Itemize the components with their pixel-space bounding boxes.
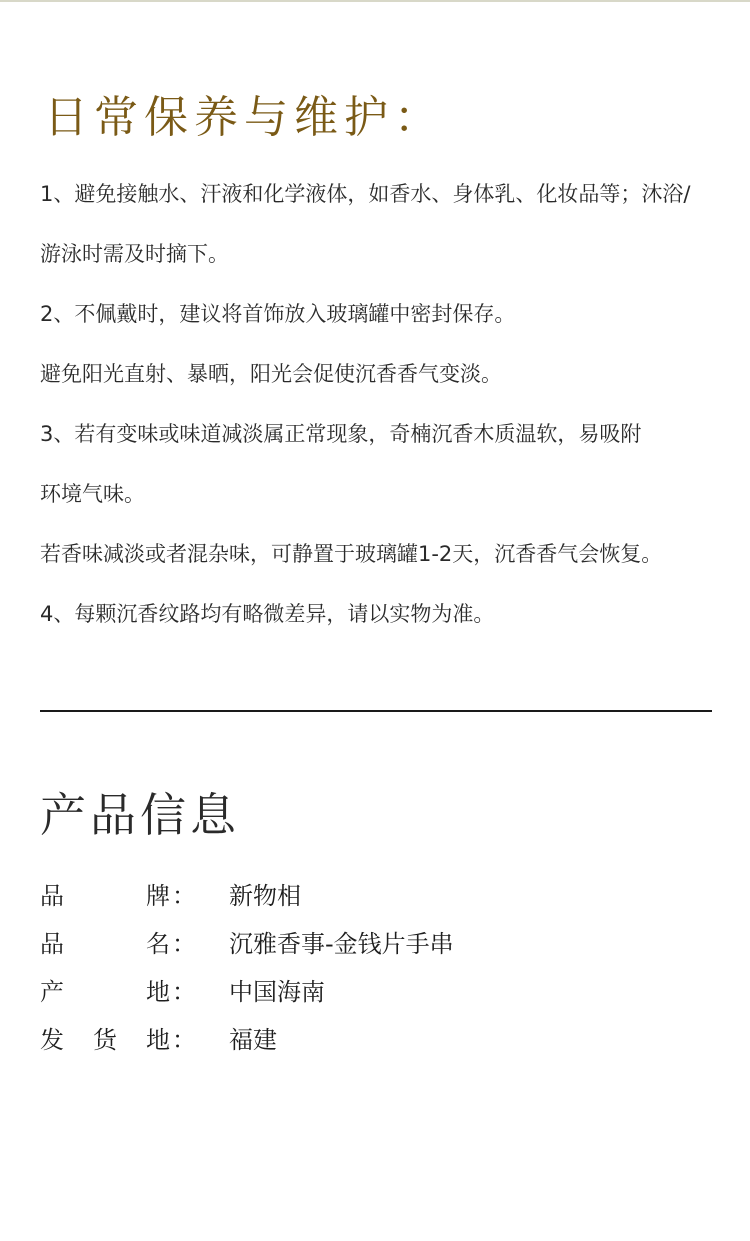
- info-value-origin: 中国海南: [229, 978, 325, 1006]
- care-line-1: 1、避免接触水、汗液和化学液体，如香水、身体乳、化妆品等；沐浴/: [40, 182, 691, 206]
- care-instructions: [40, 164, 730, 644]
- info-colon: ：: [172, 978, 196, 1006]
- care-line-8: 4、每颗沉香纹路均有略微差异，请以实物为准。: [40, 602, 495, 626]
- care-line-7: 若香味减淡或者混杂味，可静置于玻璃罐1-2天，沉香香气会恢复。: [40, 542, 663, 566]
- info-colon: ：: [172, 1026, 196, 1054]
- info-key-char: 地: [146, 1026, 170, 1054]
- info-colon: ：: [172, 930, 196, 958]
- care-line-3: 2、不佩戴时，建议将首饰放入玻璃罐中密封保存。: [40, 302, 516, 326]
- care-line-4: 避免阳光直射、暴晒，阳光会促使沉香香气变淡。: [40, 362, 502, 386]
- care-line-5: 3、若有变味或味道减淡属正常现象，奇楠沉香木质温软，易吸附: [40, 422, 642, 446]
- care-line-6: 环境气味。: [40, 482, 145, 506]
- info-colon: ：: [172, 882, 196, 910]
- section-divider: [40, 710, 712, 712]
- info-key-name: [40, 920, 170, 968]
- info-key-char: 牌: [146, 882, 170, 910]
- info-key-char: 品: [40, 882, 64, 910]
- info-value-brand: 新物相: [229, 882, 301, 910]
- info-key-char: 地: [146, 978, 170, 1006]
- info-key-char: 发: [40, 1026, 64, 1054]
- info-key-origin: [40, 968, 170, 1016]
- care-title: 日常保养与维护：: [44, 92, 444, 143]
- info-key-shipping: [40, 1016, 170, 1064]
- product-info-title: 产品信息: [40, 788, 240, 842]
- top-rule: [0, 0, 750, 2]
- info-value-name: 沉雅香事-金钱片手串: [229, 930, 454, 958]
- care-line-2: 游泳时需及时摘下。: [40, 242, 229, 266]
- info-key-char: 产: [40, 978, 64, 1006]
- info-key-char: 名: [146, 930, 170, 958]
- info-key-char: 品: [40, 930, 64, 958]
- info-key-char: 货: [93, 1026, 117, 1054]
- info-key-brand: [40, 872, 170, 920]
- info-value-shipping: 福建: [229, 1026, 277, 1054]
